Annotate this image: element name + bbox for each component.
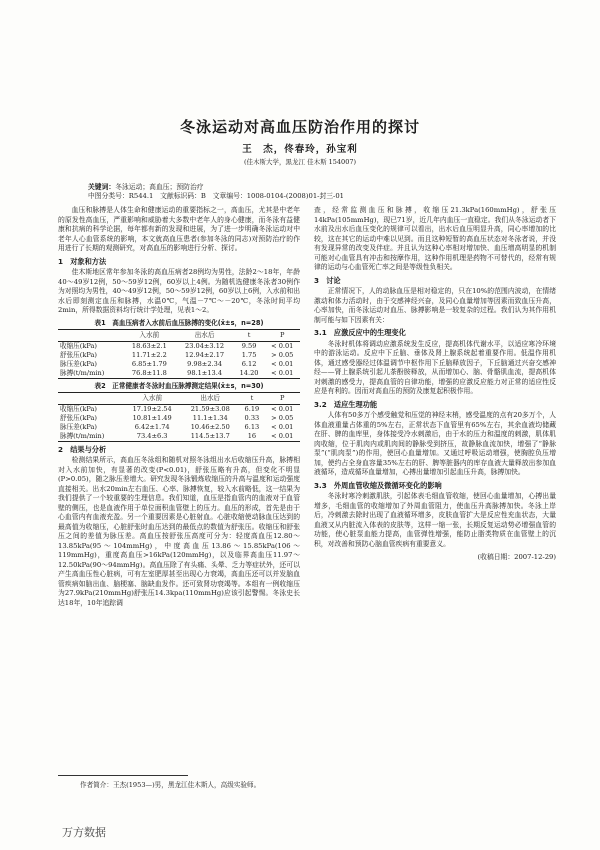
t2-header-cell: 入水前 (123, 393, 181, 405)
t1-cell: > 0.05 (271, 350, 294, 359)
t2-cell: 10.81±1.49 (132, 413, 172, 422)
t2-cell: 10.46±2.50 (190, 422, 230, 431)
section-heading-3: 3 讨论 (314, 275, 341, 285)
t2-cell: 脉搏(t/m/min) (60, 431, 105, 440)
t1-cell: 6.85±1.79 (131, 359, 167, 368)
t2-cell: < 0.01 (271, 404, 294, 413)
keywords-label: 关键词： (88, 183, 116, 191)
article-title: 冬泳运动对高血压防治作用的探讨 (179, 118, 420, 136)
t2-cell: 114.5±13.7 (190, 431, 230, 440)
t2-cell: 6.19 (244, 404, 260, 413)
t1-header-cell (58, 330, 123, 342)
table2-caption: 表2 正常健康者冬泳时血压脉搏测定结果(x̄±s，n=30) (94, 381, 264, 390)
t1-cell: 1.75 (241, 350, 257, 359)
continued-paragraph: 查，经常监测血压和脉搏，收缩压21.3kPa(160mmHg)，舒张压14kPa(105mmHg)，现已71岁，近几年内血压一直稳定。我们从冬泳运动者下水前及出水后血压变化的规律可以看出，出水后血压明显升高，同心率增加的比较，这在其它的运动中难以见到。而且这种短暂的高血压状态对冬泳者说，并没有发现异常的改变及伴症。并且认为这种心率相对增加快、血压增高明显的机制可能对心血管具有冲击和按摩作用，这种作用机理是药物不可替代的，经常有规律的运动与心血管死亡率之间是等级性负相关。 (314, 206, 556, 271)
t2-cell: 6.42±1.74 (134, 422, 170, 431)
t1-header-cell: t (234, 330, 265, 342)
keywords-block (88, 183, 508, 201)
t2-cell: 16 (247, 431, 257, 440)
table1-caption: 表1 高血压病者入水前后血压脉搏的变化(x̄±s，n=28) (94, 318, 264, 327)
t2-cell: 17.19±2.54 (132, 404, 172, 413)
t1-header-cell: 出水后 (176, 330, 234, 342)
received-date: (收稿日期：2007-12-29) (477, 553, 556, 561)
watermark-text: 万方数据 (62, 826, 106, 839)
t1-cell: 收缩压(kPa) (60, 341, 97, 350)
footnote-rule (58, 775, 188, 776)
t2-cell: 73.4±6.3 (136, 431, 168, 440)
t1-cell: 6.12 (241, 359, 257, 368)
t1-cell: 脉搏(t/m/min) (60, 368, 105, 377)
section-heading-2: 2 结果与分析 (58, 444, 107, 454)
t2-cell: 舒张压(kPa) (60, 413, 97, 422)
section-heading-1: 1 对象和方法 (58, 256, 107, 266)
t1-cell: 76.8±11.8 (131, 368, 167, 377)
t1-cell: 9.59 (241, 341, 257, 350)
t1-cell: 12.94±2.17 (185, 350, 225, 359)
t2-row (58, 423, 300, 432)
t2-cell: 11.1±1.34 (192, 413, 228, 422)
t1-cell: 18.63±2.1 (131, 341, 167, 350)
right-column (314, 206, 556, 563)
results-paragraph: 检测结果所示，高血压冬泳组和随机对照冬泳组出水后收缩压升高，脉搏相对入水前加快，有显著的改变(P<0.01)，舒张压略有升高，但变化不明显(P>0.05)，随之脉压差增大。研究发现冬泳锻炼收缩压的升高与温度和运动强度直接相关。出水20min左右血压、心率、脉搏恢复，较入水前略低，这一结果为我们提供了一个较重要的生理信息。我们知道，血压是指血管内的血液对于血管壁的侧压，也是血液作用于单位面积血管壁上的压力。血压的形成，首先是由于心血管内有血液充盈。另一个重要因素是心脏射血。心脏收缩使动脉血压达到的最高值为收缩压，心脏舒张时血压达到的最低点的数值为舒张压。收缩压和舒张压之间的差值为脉压差。高血压按舒张压高度可分为：轻度高血压12.80～13.85kPa(95～104mmHg)，中度高血压13.86～15.85kPa(106～119mmHg)，重度高血压>16kPa(120mmHg)，以及临界高血压11.97～12.50kPa(90～94mmHg)。高血压除了有头痛、头晕、乏力等症状外，还可以产生高血压性心脏病，可有左室肥厚甚至出现心力衰竭，高血压还可以并发脑血管疾病如脑出血、脑梗塞、脑缺血发作。还可致肾功衰竭等。本组有一例收缩压为27.9kPa(210mmHg)舒张压14.3kpa(110mmHg)应该引起警惕。冬泳史长达18年，10年追踪调 (58, 456, 300, 607)
t1-cell: < 0.01 (271, 368, 294, 377)
keywords-text: 冬泳运动；高血压；预防治疗 (115, 183, 204, 191)
t2-row (58, 432, 300, 442)
discussion-paragraph: 正常情况下，人的动脉血压是相对稳定的，只在10%的范围内波动，在情绪激动和体力活动时，由于交感神经兴奋，及同心血量增加等因素而致血压升高，心率加快，而冬泳运动对血压、脉搏影响是一较复杂的过程。我们认为其作用机制可能与如下因素有关： (314, 287, 556, 324)
t2-cell: 6.13 (244, 422, 260, 431)
t2-row (58, 414, 300, 423)
table2 (58, 392, 300, 442)
t2-row (58, 404, 300, 414)
intro-paragraph: 血压和脉搏是人体生命和健康运动的重要指标之一，高血压，尤其是中老年的原发性高血压，严重影响和威胁着大多数中老年人的身心健康，而冬泳有益健康和抗病的科学论据，每年都有新的发现和进展，为了进一步明确冬泳运动对中老年人心血管系统的影响，本文就高血压患者(参加冬泳的同志)对预防治疗的作用进行了长期的观测研究，对高血压的影响进行分析、探讨。 (58, 206, 300, 252)
t1-cell: < 0.01 (271, 341, 294, 350)
t1-header-cell: P (264, 330, 300, 342)
adaptation-paragraph: 人体有50多万个感受触觉和压觉的神经末梢，感受温度的点有20多万个，人体血液重量占体重的5%左右，正常状态下血管里有65%左右，其余血液均储藏在肝、脾的血库里，身体接受冷水刺激后，由于水的压力和温度的刺激，肌体肌肉收缩，位于肌肉内或肌肉间的静脉受到挤压，故静脉血流加快，增强了“静脉泵”(“肌肉泵”)的作用，使回心血量增加。又通过呼吸运动增强，使胸腔负压增加，使约占全身血容量35%左右的肝、脾等脏器内的库存血液大量释放出参加血液循环，造成循环血量增加，心搏出量增加引起血压升高，脉搏加快。 (314, 411, 556, 476)
stress-response-paragraph: 冬泳时机体将调动应激系统发生反应，提高机体代谢水平，以适应寒冷环境中的游泳运动。反应中下丘脑、垂体及肾上腺系统起着重要作用。低温作用机体，通过感受器经过体温调节中枢作用下丘脑释放因子，下丘脑通过兴奋交感神经——肾上腺系统引起儿茶酚胺释放，从而增加心、脑、骨骼肌血流，提高机体对刺激的感受力，提高血管的自律功能，增强的应激反应能力对正常的适应性反应是有利的。因而对高血压的预防及康复起积极作用。 (314, 339, 556, 395)
section-heading-3-3: 3.3 外周血管收缩及微循环变化的影响 (314, 480, 442, 490)
article-authors: 王 杰，佟春玲，孙宝利 (242, 144, 358, 155)
microcirculation-paragraph: 冬泳时寒冷刺激肌肤，引起体表毛细血管收缩，使回心血量增加，心搏出量增多，毛细血管的收缩增加了外周血管阻力，使血压升高脉搏加快。冬泳上岸后，冷刺激去除时出现了血液循环增多，皮肤血管扩大是反应性充血状态，大量血液又从内脏流入体表的皮肤等，这样一缩一张，长期反复运动势必增强血管的功能，使心脏泵血能力提高，血管弹性增强，能防止脂类物质在血管壁上的沉积，对改善和预防心脑血管疾病有重要意义。 (314, 492, 556, 548)
t2-cell: < 0.01 (271, 431, 294, 440)
t2-cell: 0.33 (244, 413, 260, 422)
t1-header-cell: 入水前 (123, 330, 175, 342)
t1-cell: 23.04±3.12 (185, 341, 225, 350)
t2-header-cell: t (239, 393, 264, 405)
classification-line: 中图分类号：R544.1 文献标识码：B 文章编号：1008-0104-(2008)01-封三-01 (88, 192, 344, 200)
t2-cell: 21.59±3.08 (190, 404, 230, 413)
table1 (58, 329, 300, 379)
author-footnote: 作者简介：王杰(1953—)男，黑龙江佳木斯人，高级实验师。 (80, 781, 261, 789)
left-column (58, 206, 300, 608)
t1-row (58, 369, 300, 379)
t2-header-cell (58, 393, 123, 405)
t2-cell: > 0.05 (271, 413, 294, 422)
methods-paragraph: 佳木斯地区常年参加冬泳的高血压病者28例均为男性，法龄2～18年，年龄40～49岁12例，50～59岁12例，60岁以上4例。为随机选健康冬泳者30例作为对照均为男性，40～49岁12例，50～59岁12例，60岁以上6例，入水前和出水后即刻测定血压和脉搏，水温0℃，气温－7℃～－20℃，冬泳时间平均2min，所得数据资料均行统计学处理，见表1～2。 (58, 268, 300, 314)
t2-cell: < 0.01 (271, 422, 294, 431)
t1-row (58, 341, 300, 351)
t2-header-cell: P (264, 393, 300, 405)
t1-cell: 脉压差(kPa) (60, 359, 97, 368)
t2-cell: 脉压差(kPa) (60, 422, 97, 431)
t1-cell: 9.98±2.34 (187, 359, 223, 368)
t1-cell: < 0.01 (271, 359, 294, 368)
t1-cell: 舒张压(kPa) (60, 350, 97, 359)
t1-cell: 98.1±13.4 (187, 368, 223, 377)
t2-header-cell: 出水后 (181, 393, 239, 405)
t1-cell: 14.20 (239, 368, 259, 377)
author-affiliation: (佳木斯大学，黑龙江 佳木斯 154007) (243, 158, 357, 166)
t2-cell: 收缩压(kPa) (60, 404, 97, 413)
t1-cell: 11.71±2.2 (131, 350, 167, 359)
t1-row (58, 351, 300, 360)
keywords-line (88, 183, 508, 192)
section-heading-3-1: 3.1 应激反应中的生理变化 (314, 328, 406, 337)
section-heading-3-2: 3.2 适应生理功能 (314, 399, 378, 409)
t1-row (58, 360, 300, 369)
